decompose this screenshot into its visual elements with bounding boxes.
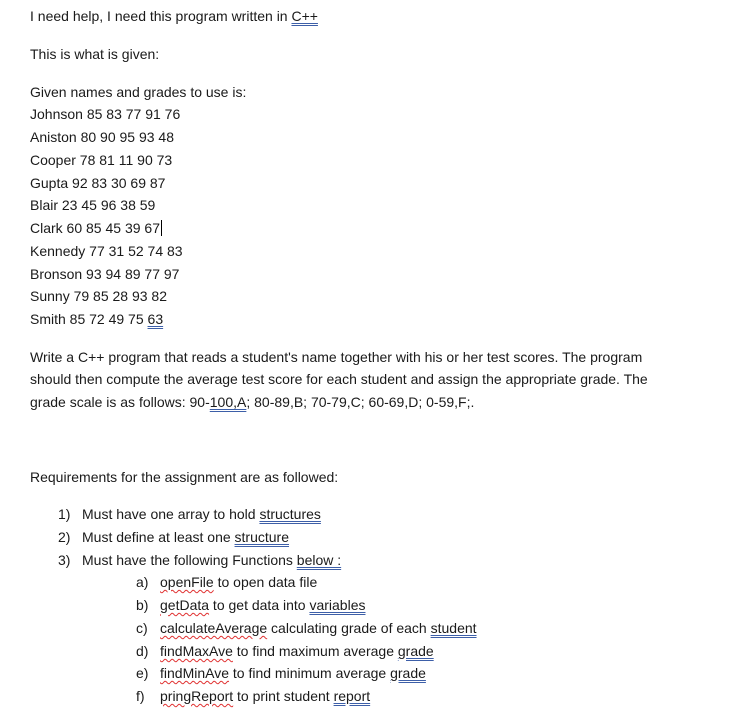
requirement-text: Must have one array to hold (82, 506, 260, 522)
requirement-number: 3) (58, 552, 71, 568)
requirements-heading: Requirements for the assignment are as followed: (30, 469, 339, 485)
requirement-item-3 (58, 551, 341, 569)
task-line-3-pre: grade scale is as follows: 90- (30, 394, 210, 410)
function-name: findMinAve (160, 665, 230, 681)
function-letter: d) (136, 643, 149, 659)
function-item-d (136, 642, 434, 660)
function-item-c (136, 619, 477, 637)
help-request-line (30, 7, 318, 25)
student-line-smith-text: Smith 85 72 49 75 (30, 311, 148, 327)
function-name: pringReport (160, 688, 234, 704)
student-line-aniston: Aniston 80 90 95 93 48 (30, 129, 175, 145)
function-item-f (136, 687, 370, 705)
function-description: to find minimum average (229, 665, 391, 681)
function-item-b (136, 596, 365, 614)
help-language-text: C++ (291, 8, 318, 24)
student-line-clark (30, 219, 162, 237)
function-description: to print student (233, 688, 334, 704)
function-letter: c) (136, 620, 148, 636)
function-letter: f) (136, 688, 145, 704)
function-underlined: grade (390, 665, 426, 681)
given-label: This is what is given: (30, 46, 160, 62)
function-item-a (136, 573, 317, 591)
student-line-gupta: Gupta 92 83 30 69 87 (30, 175, 166, 191)
function-name: openFile (160, 574, 214, 590)
student-line-blair: Blair 23 45 96 38 59 (30, 197, 156, 213)
function-underlined: grade (397, 643, 434, 659)
requirement-underlined: structure (234, 529, 290, 545)
requirement-item-2 (58, 528, 289, 546)
requirement-text: Must define at least one (82, 529, 235, 545)
student-line-johnson: Johnson 85 83 77 91 76 (30, 106, 181, 122)
function-name: findMaxAve (160, 643, 233, 659)
help-request-text: I need help, I need this program written in (30, 8, 292, 24)
requirement-number: 1) (58, 506, 71, 522)
task-line-2: should then compute the average test score for each student and assign the appropriate grade. The (30, 371, 648, 387)
task-line-3-post: ; 80-89,B; 70-79,C; 60-69,D; 0-59,F;. (246, 394, 475, 410)
function-letter: a) (136, 574, 149, 590)
function-description: calculating grade of each (267, 620, 431, 636)
task-line-3-underlined: 100,A (209, 394, 247, 410)
student-line-sunny: Sunny 79 85 28 93 82 (30, 288, 168, 304)
student-line-smith (30, 310, 163, 328)
requirement-number: 2) (58, 529, 71, 545)
text-cursor (161, 220, 162, 236)
task-line-3 (30, 393, 474, 411)
function-name: calculateAverage (160, 620, 268, 636)
function-letter: b) (136, 597, 149, 613)
student-line-clark-text: Clark 60 85 45 39 67 (30, 220, 160, 236)
function-item-e (136, 664, 426, 682)
function-letter: e) (136, 665, 149, 681)
names-label: Given names and grades to use is: (30, 84, 247, 100)
requirement-underlined: below : (296, 552, 342, 568)
student-line-kennedy: Kennedy 77 31 52 74 83 (30, 243, 183, 259)
requirement-item-1 (58, 505, 321, 523)
student-line-cooper: Cooper 78 81 11 90 73 (30, 152, 173, 168)
requirement-underlined: structures (259, 506, 321, 522)
function-description: to get data into (209, 597, 310, 613)
function-underlined: variables (309, 597, 366, 613)
requirement-text: Must have the following Functions (82, 552, 297, 568)
function-name: getData (160, 597, 210, 613)
task-line-1: Write a C++ program that reads a student's name together with his or her test scores. The program (30, 349, 643, 365)
student-line-smith-underlined: 63 (147, 311, 164, 327)
function-description: to find maximum average (232, 643, 398, 659)
function-underlined: report (333, 688, 371, 704)
student-line-bronson: Bronson 93 94 89 77 97 (30, 266, 180, 282)
function-description: to open data file (213, 574, 318, 590)
function-underlined: student (430, 620, 477, 636)
